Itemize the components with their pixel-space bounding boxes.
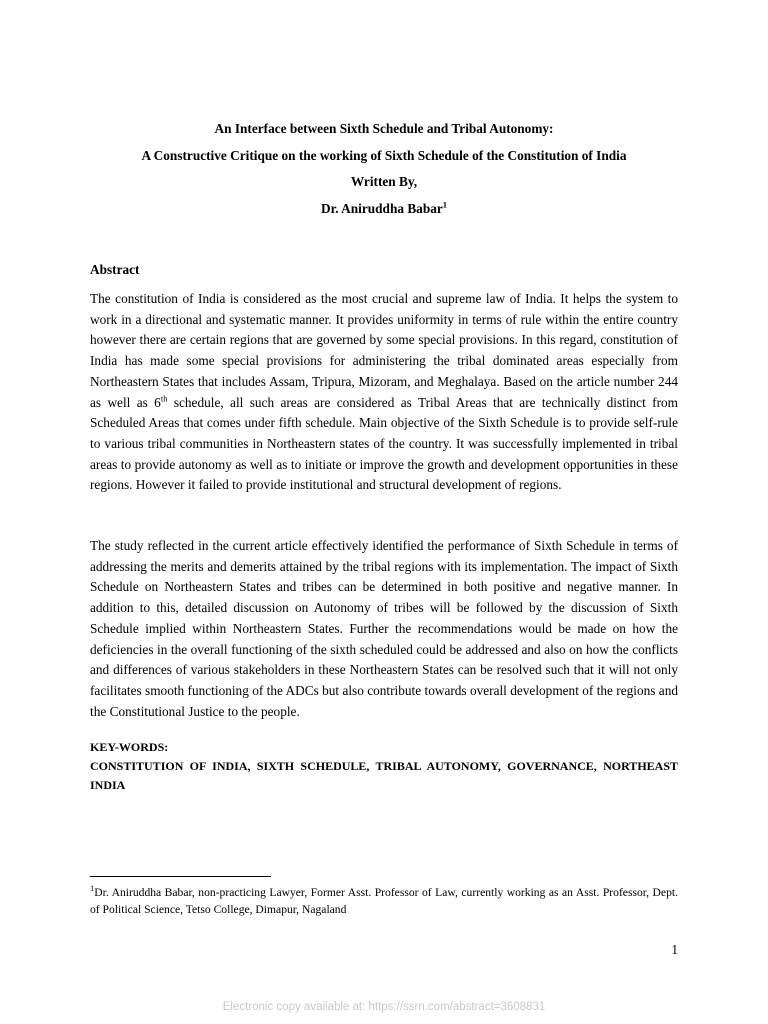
ordinal-superscript: th bbox=[160, 393, 168, 404]
paper-title-line-2: A Constructive Critique on the working of Sixth Schedule of the Constitution of India bbox=[141, 148, 627, 163]
keywords-list: CONSTITUTION OF INDIA, SIXTH SCHEDULE, TRIBAL AUTONOMY, GOVERNANCE, NORTHEAST INDIA bbox=[90, 759, 678, 792]
abstract-paragraph-1 bbox=[90, 289, 678, 496]
page-number: 1 bbox=[671, 942, 678, 957]
footnote-marker: 1 bbox=[90, 883, 95, 894]
abstract-paragraph-1-text-a: The constitution of India is considered as the most crucial and supreme law of India. It helps the system to work in a directional and systematic manner. It provides uniformity in terms of rule within the entire country however there are certain regions that are governed by some special provisions. In this regard, constitution of India has made some special provisions for administering the tribal dominated areas especially from Northeastern States that includes Assam, Tripura, Mizoram, and Meghalaya. Based on the article number 244 as well as 6 bbox=[90, 291, 678, 410]
author-footnote-marker: 1 bbox=[442, 199, 448, 210]
abstract-paragraph-1-text-b: schedule, all such areas are considered as Tribal Areas that are technically distinct from Scheduled Areas that comes under fifth schedule. Main objective of the Sixth Schedule is to provide self-rule to various tribal communities in Northeastern states of the country. It was successfully implemented in tribal areas to provide autonomy as well as to initiate or improve the growth and development opportunities in these regions. However it failed to provide institutional and structural development of regions. bbox=[90, 394, 678, 493]
written-by-label: Written By, bbox=[350, 174, 418, 189]
abstract-paragraph-2: The study reflected in the current article effectively identified the performance of Sixth Schedule in terms of addressing the merits and demerits attained by the tribal regions with its implementation. The impact of Sixth Schedule on Northeastern States and tribes can be determined in both positive and negative manner. In addition to this, detailed discussion on Autonomy of tribes will be followed by the discussion of Sixth Schedule implied within Northeastern States. Further the recommendations would be made on how the deficiencies in the overall functioning of the sixth scheduled could be addressed and also on how the conflicts and differences of various stakeholders in these Northeastern States can be resolved such that it will not only facilitates smooth functioning of the ADCs but also contribute towards overall development of the regions and the Constitutional Justice to the people. bbox=[90, 538, 678, 719]
footnote bbox=[90, 884, 678, 918]
author-name: Dr. Aniruddha Babar bbox=[320, 201, 443, 216]
author-line bbox=[90, 201, 678, 217]
keywords-heading: KEY-WORDS: bbox=[90, 740, 169, 754]
footnote-separator bbox=[90, 876, 271, 877]
paper-title-line-1: An Interface between Sixth Schedule and Tribal Autonomy: bbox=[214, 121, 554, 136]
ssrn-availability-notice: Electronic copy available at: https://ssrn.com/abstract=3608831 bbox=[222, 1001, 546, 1013]
abstract-heading: Abstract bbox=[90, 262, 140, 277]
footnote-text: Dr. Aniruddha Babar, non-practicing Lawyer, Former Asst. Professor of Law, currently working as an Asst. Professor, Dept. of Political Science, Tetso College, Dimapur, Nagaland bbox=[90, 886, 678, 916]
